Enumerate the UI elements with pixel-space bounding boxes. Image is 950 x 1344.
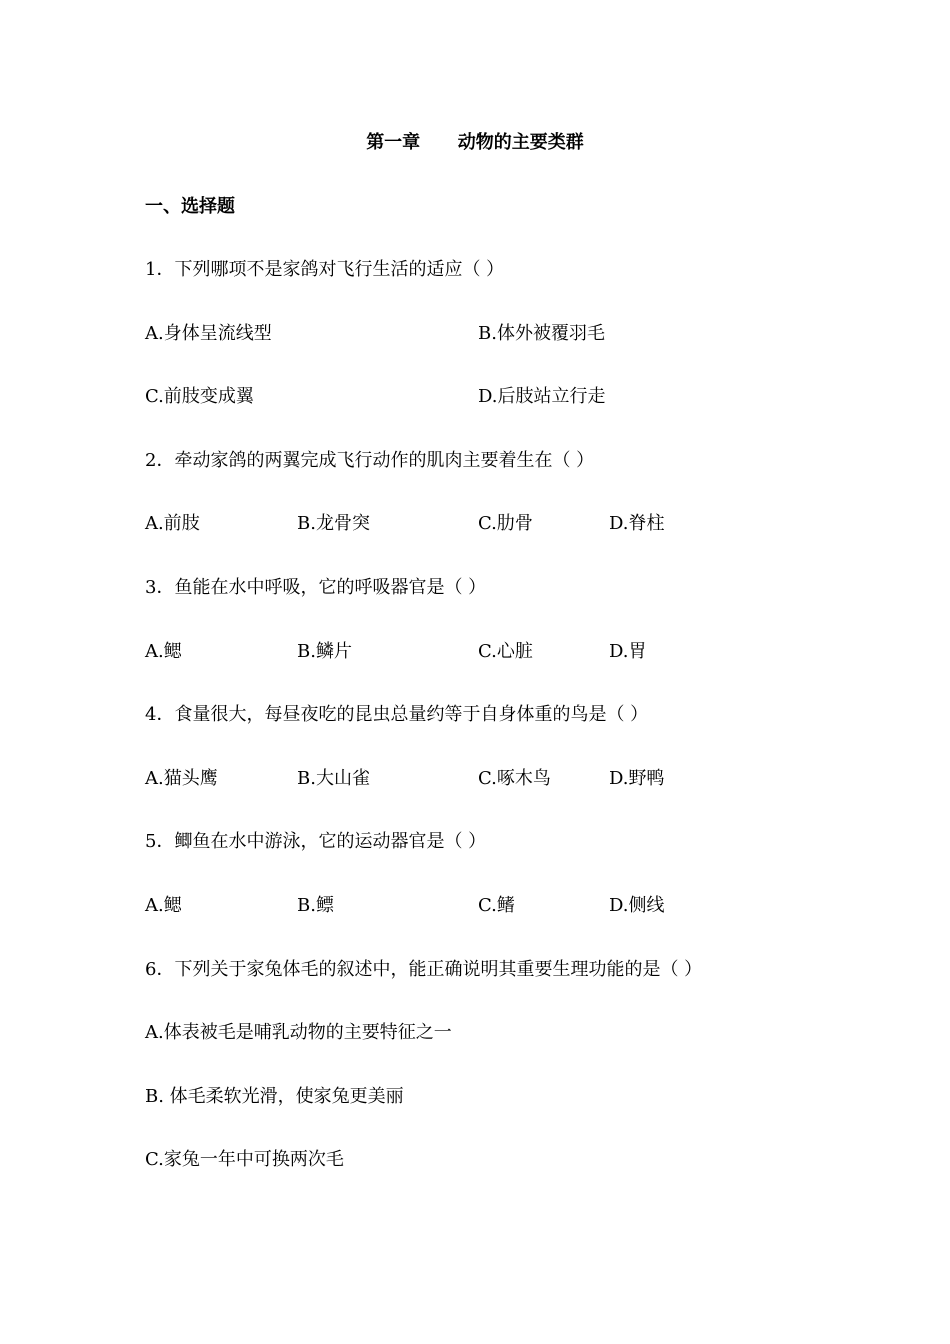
option-d: D.侧线	[609, 895, 665, 916]
option-b: B.体外被覆羽毛	[478, 323, 605, 344]
option-c: C.家兔一年中可换两次毛	[145, 1149, 344, 1170]
option-a: A.猫头鹰	[145, 768, 218, 789]
chapter-title: 第一章 动物的主要类群	[366, 132, 584, 153]
option-c: C.鳍	[478, 895, 515, 916]
option-a: A.前肢	[145, 513, 200, 534]
option-d: D.后肢站立行走	[478, 386, 606, 407]
question-stem: 2．牵动家鸽的两翼完成飞行动作的肌肉主要着生在（ ）	[145, 450, 595, 471]
option-d: D.野鸭	[609, 768, 665, 789]
option-a: A.鳃	[145, 895, 182, 916]
option-b: B.鳔	[297, 895, 334, 916]
option-c: C.肋骨	[478, 513, 533, 534]
section-heading: 一、选择题	[145, 196, 235, 217]
option-d: D.脊柱	[609, 513, 665, 534]
option-c: C.心脏	[478, 641, 533, 662]
question-stem: 1．下列哪项不是家鸽对飞行生活的适应（ ）	[145, 259, 505, 280]
option-a: A.身体呈流线型	[145, 323, 272, 344]
option-c: C.啄木鸟	[478, 768, 551, 789]
question-stem: 4．食量很大，每昼夜吃的昆虫总量约等于自身体重的鸟是（ ）	[145, 704, 649, 725]
option-c: C.前肢变成翼	[145, 386, 254, 407]
question-stem: 5．鲫鱼在水中游泳，它的运动器官是（ ）	[145, 831, 487, 852]
option-a: A.鳃	[145, 641, 182, 662]
option-b: B.鳞片	[297, 641, 352, 662]
option-d: D.胃	[609, 641, 647, 662]
option-a: A.体表被毛是哺乳动物的主要特征之一	[145, 1022, 452, 1043]
option-b: B.龙骨突	[297, 513, 370, 534]
option-b: B. 体毛柔软光滑，使家兔更美丽	[145, 1086, 404, 1107]
question-stem: 6．下列关于家兔体毛的叙述中，能正确说明其重要生理功能的是（ ）	[145, 959, 703, 980]
question-stem: 3．鱼能在水中呼吸，它的呼吸器官是（ ）	[145, 577, 487, 598]
option-b: B.大山雀	[297, 768, 370, 789]
